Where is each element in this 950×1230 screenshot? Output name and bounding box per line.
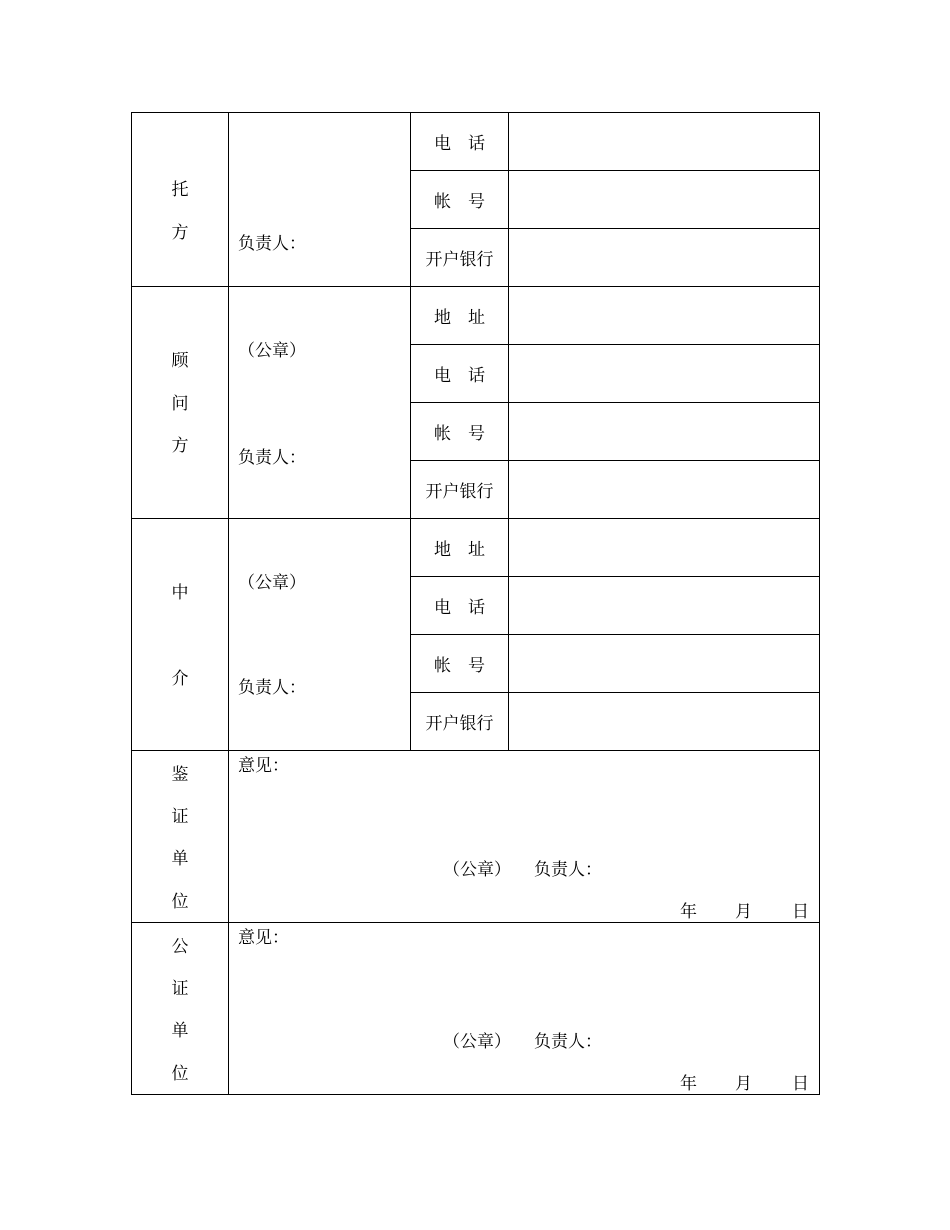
notary-unit-seal-label: （公章） bbox=[443, 1032, 511, 1052]
consultant-account-value[interactable] bbox=[509, 403, 820, 461]
verification-unit-date-day: 日 bbox=[792, 902, 809, 922]
intermediary-account-value[interactable] bbox=[509, 635, 820, 693]
notary-unit-date-month: 月 bbox=[735, 1074, 752, 1094]
notary-unit-label-char: 证 bbox=[171, 979, 189, 999]
consultant-seal-label: （公章） bbox=[238, 341, 306, 361]
verification-unit-date-month: 月 bbox=[735, 902, 752, 922]
verification-unit-label-char: 鉴 bbox=[171, 765, 189, 785]
consultant-bank-value[interactable] bbox=[509, 461, 820, 519]
party-a-label-cell bbox=[132, 113, 229, 287]
verification-unit-label-cell bbox=[132, 751, 229, 923]
party-a-label-char: 方 bbox=[171, 223, 189, 243]
verification-unit-signer-label: 负责人： bbox=[534, 860, 602, 880]
verification-unit-label-char: 单 bbox=[171, 849, 189, 869]
intermediary-label-char: 介 bbox=[171, 669, 189, 689]
party-a-account-label: 帐 号 bbox=[411, 171, 509, 229]
intermediary-bank-label: 开户银行 bbox=[411, 693, 509, 751]
intermediary-label-char: 中 bbox=[171, 583, 189, 603]
consultant-phone-label: 电 话 bbox=[411, 345, 509, 403]
party-a-phone-value[interactable] bbox=[509, 113, 820, 171]
consultant-label-char: 方 bbox=[171, 436, 189, 456]
intermediary-phone-value[interactable] bbox=[509, 577, 820, 635]
intermediary-seal-label: （公章） bbox=[238, 573, 306, 593]
intermediary-address-value[interactable] bbox=[509, 519, 820, 577]
consultant-label-cell bbox=[132, 287, 229, 519]
intermediary-account-label: 帐 号 bbox=[411, 635, 509, 693]
verification-unit-date-year: 年 bbox=[680, 902, 697, 922]
party-a-signature-cell[interactable] bbox=[229, 113, 411, 287]
consultant-phone-value[interactable] bbox=[509, 345, 820, 403]
consultant-row-address bbox=[132, 287, 820, 345]
notary-unit-opinion-cell[interactable] bbox=[229, 923, 820, 1095]
notary-unit-date-day: 日 bbox=[792, 1074, 809, 1094]
party-a-row-phone bbox=[132, 113, 820, 171]
notary-unit-date-year: 年 bbox=[680, 1074, 697, 1094]
intermediary-signature-cell[interactable] bbox=[229, 519, 411, 751]
intermediary-label-cell bbox=[132, 519, 229, 751]
verification-unit-seal-label: （公章） bbox=[443, 860, 511, 880]
party-a-phone-label: 电 话 bbox=[411, 113, 509, 171]
notary-unit-label-char: 公 bbox=[171, 937, 189, 957]
consultant-signer-label: 负责人： bbox=[238, 448, 306, 468]
consultant-address-label: 地 址 bbox=[411, 287, 509, 345]
notary-unit-signer-label: 负责人： bbox=[534, 1032, 602, 1052]
consultant-label-char: 顾 bbox=[171, 351, 189, 371]
party-a-label-char: 托 bbox=[171, 180, 189, 200]
notary-unit-label-cell bbox=[132, 923, 229, 1095]
verification-unit-opinion-label: 意见： bbox=[238, 756, 289, 776]
notary-unit-label-char: 位 bbox=[171, 1064, 189, 1084]
consultant-signature-cell[interactable] bbox=[229, 287, 411, 519]
verification-unit-row bbox=[132, 751, 820, 923]
verification-unit-opinion-cell[interactable] bbox=[229, 751, 820, 923]
verification-unit-label-char: 位 bbox=[171, 892, 189, 912]
intermediary-row-address bbox=[132, 519, 820, 577]
verification-unit-label-char: 证 bbox=[171, 807, 189, 827]
notary-unit-row bbox=[132, 923, 820, 1095]
consultant-label-char: 问 bbox=[171, 394, 189, 414]
intermediary-signer-label: 负责人： bbox=[238, 678, 306, 698]
consultant-account-label: 帐 号 bbox=[411, 403, 509, 461]
notary-unit-opinion-label: 意见： bbox=[238, 928, 289, 948]
party-a-account-value[interactable] bbox=[509, 171, 820, 229]
intermediary-address-label: 地 址 bbox=[411, 519, 509, 577]
party-a-bank-label: 开户银行 bbox=[411, 229, 509, 287]
consultant-address-value[interactable] bbox=[509, 287, 820, 345]
notary-unit-label-char: 单 bbox=[171, 1021, 189, 1041]
intermediary-phone-label: 电 话 bbox=[411, 577, 509, 635]
intermediary-bank-value[interactable] bbox=[509, 693, 820, 751]
contract-signature-table bbox=[131, 112, 820, 1095]
party-a-signer-label: 负责人： bbox=[238, 234, 306, 254]
consultant-bank-label: 开户银行 bbox=[411, 461, 509, 519]
party-a-bank-value[interactable] bbox=[509, 229, 820, 287]
